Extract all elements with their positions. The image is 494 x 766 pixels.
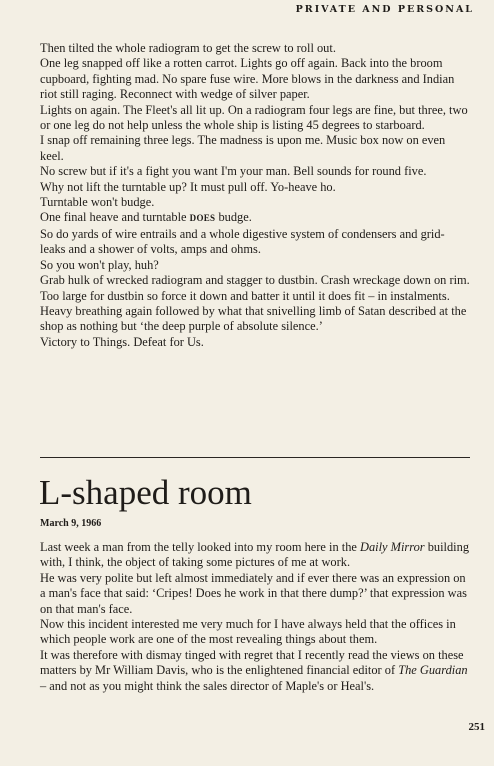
- text-line: One leg snapped off like a rotten carrot. Lights go off again. Back into the broom cupboard, fighting mad. No spare fuse wire. More blows in the darkness and Indian riot still raging. Reconnect with wedge of silver paper.: [40, 56, 455, 102]
- publication-name: The Guardian: [398, 663, 468, 678]
- text-line: Victory to Things. Defeat for Us.: [40, 334, 204, 349]
- text-line: Grab hulk of wrecked radiogram and stagger to dustbin. Crash wreckage down on rim.: [40, 273, 470, 288]
- article-body: [40, 540, 470, 694]
- text-line: Turntable won't budge.: [40, 195, 155, 210]
- section-divider: [40, 457, 470, 458]
- text-line: So do yards of wire entrails and a whole digestive system of condensers and grid-leaks and a shower of volts, amps and ohms.: [40, 226, 445, 257]
- text-fragment: It was therefore with dismay tinged with regret that I recently read the views on these matters by Mr William Davis, who is the enlightened financial editor of: [40, 647, 464, 678]
- paragraph: [40, 540, 470, 571]
- text-fragment: budge.: [215, 210, 252, 225]
- text-line: No screw but if it's a fight you want I'm your man. Bell sounds for round five.: [40, 164, 427, 179]
- article-title: L-shaped room: [39, 473, 252, 512]
- text-line: [40, 210, 470, 226]
- text-fragment: building with, I think, the object of taking some pictures of me at work.: [40, 540, 470, 570]
- text-fragment: Last week a man from the telly looked into my room here in the: [40, 540, 361, 554]
- emphasis-does: DOES: [189, 213, 216, 224]
- paragraph: Now this incident interested me very much for I have always held that the offices in which people work are one of the most revealing things about them.: [40, 617, 456, 647]
- text-line: I snap off remaining three legs. The madness is upon me. Music box now on even keel.: [40, 133, 446, 163]
- text-line: Lights on again. The Fleet's all lit up. On a radiogram four legs are fine, but three, two or one leg do not help unless the whole ship is listing 45 degrees to starboard.: [40, 102, 468, 133]
- text-line: So you won't play, huh?: [40, 257, 159, 272]
- publication-name: Daily Mirror: [360, 540, 425, 554]
- text-fragment: – and not as you might think the sales director of Maple's or Heal's.: [40, 678, 375, 693]
- paragraph: He was very polite but left almost immediately and if ever there was an expression on a man's face that said: ‘Cripes! Does he work in that there dump?’ that expression was on that man's face.: [40, 570, 467, 616]
- text-line: Too large for dustbin so force it down and batter it until it does fit – in instalments.: [40, 288, 450, 303]
- text-fragment: One final heave and turntable: [40, 210, 190, 225]
- text-line: Then tilted the whole radiogram to get the screw to roll out.: [40, 41, 336, 55]
- page-number: 251: [468, 721, 485, 733]
- upper-text-block: [40, 41, 470, 350]
- running-head: PRIVATE AND PERSONAL: [295, 4, 474, 15]
- paragraph: [40, 648, 470, 694]
- text-line: Heavy breathing again followed by what that snivelling limb of Satan described at the shop as nothing but ‘the deep purple of absolute silence.’: [40, 303, 467, 334]
- article-date: March 9, 1966: [40, 518, 102, 529]
- text-line: Why not lift the turntable up? It must pull off. Yo-heave ho.: [40, 179, 336, 194]
